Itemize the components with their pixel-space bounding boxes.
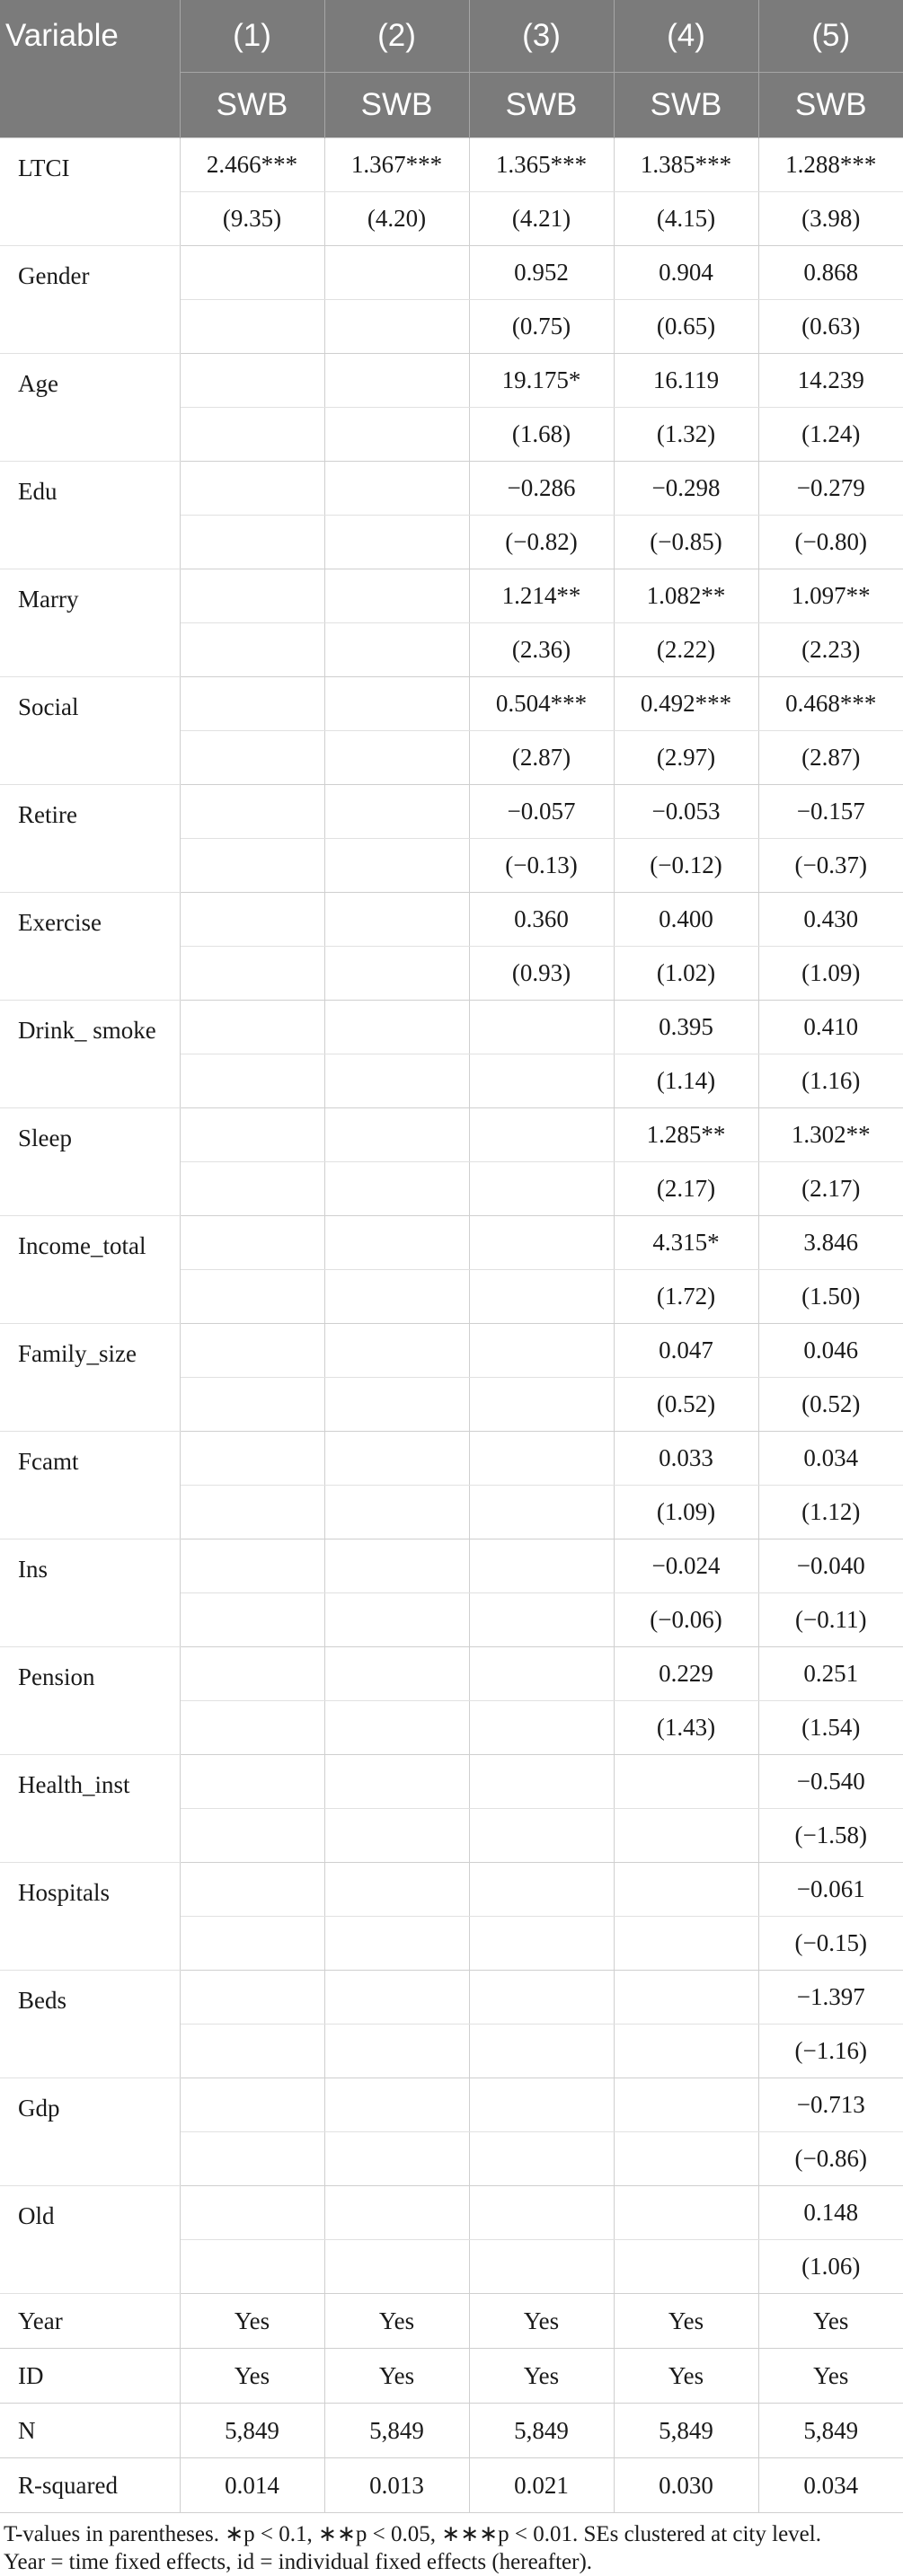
t-value-cell [469, 1486, 614, 1539]
table-row-coefficient [0, 2078, 903, 2132]
t-value-cell [324, 2240, 469, 2294]
t-value-cell: (−0.80) [758, 516, 903, 569]
t-value-cell [180, 731, 324, 785]
summary-label: ID [0, 2349, 180, 2404]
dependent-variable-header: SWB [324, 73, 469, 138]
coefficient-cell: 0.229 [614, 1647, 758, 1701]
coefficient-cell: 0.395 [614, 1001, 758, 1054]
table-row-summary [0, 2294, 903, 2349]
coefficient-cell: 1.302** [758, 1108, 903, 1162]
table-row-summary [0, 2349, 903, 2404]
t-value-cell [469, 1701, 614, 1755]
table-row-coefficient [0, 138, 903, 192]
t-value-cell [180, 2025, 324, 2078]
t-value-cell [324, 839, 469, 893]
coefficient-cell: 0.360 [469, 893, 614, 947]
summary-value-cell: Yes [469, 2349, 614, 2404]
t-value-cell: (−0.06) [614, 1593, 758, 1647]
coefficient-cell [180, 893, 324, 947]
t-value-cell: (−1.16) [758, 2025, 903, 2078]
summary-value-cell: Yes [180, 2294, 324, 2349]
t-value-cell: (3.98) [758, 192, 903, 246]
t-value-cell: (−0.15) [758, 1917, 903, 1971]
t-value-cell: (1.50) [758, 1270, 903, 1324]
dependent-variable-header: SWB [469, 73, 614, 138]
coefficient-cell: 16.119 [614, 354, 758, 408]
t-value-cell [614, 1809, 758, 1863]
variable-header: Variable [0, 0, 180, 73]
t-value-cell [324, 947, 469, 1001]
coefficient-cell [180, 1863, 324, 1917]
coefficient-cell [180, 2186, 324, 2240]
coefficient-cell [180, 2078, 324, 2132]
coefficient-cell: 14.239 [758, 354, 903, 408]
column-header: (1) [180, 0, 324, 73]
table-header [0, 0, 903, 138]
t-value-cell [324, 1270, 469, 1324]
coefficient-cell [469, 1001, 614, 1054]
t-value-cell [180, 839, 324, 893]
coefficient-cell: −0.061 [758, 1863, 903, 1917]
t-value-cell [324, 1593, 469, 1647]
t-value-cell: (4.21) [469, 192, 614, 246]
t-value-cell [180, 1809, 324, 1863]
coefficient-cell [180, 569, 324, 623]
coefficient-cell [614, 2186, 758, 2240]
coefficient-cell [614, 1971, 758, 2025]
coefficient-cell: −0.279 [758, 462, 903, 516]
coefficient-cell: −0.540 [758, 1755, 903, 1809]
t-value-cell: (0.93) [469, 947, 614, 1001]
coefficient-cell [180, 1108, 324, 1162]
coefficient-cell [324, 1432, 469, 1486]
t-value-cell [180, 947, 324, 1001]
coefficient-cell: 0.410 [758, 1001, 903, 1054]
dependent-variable-header: SWB [758, 73, 903, 138]
t-value-cell: (1.72) [614, 1270, 758, 1324]
coefficient-cell [180, 1324, 324, 1378]
row-variable-label: Marry [0, 569, 180, 677]
summary-value-cell: Yes [758, 2349, 903, 2404]
coefficient-cell: 2.466*** [180, 138, 324, 192]
t-value-cell: (0.65) [614, 300, 758, 354]
coefficient-cell: 1.288*** [758, 138, 903, 192]
t-value-cell: (−0.13) [469, 839, 614, 893]
row-variable-label: Edu [0, 462, 180, 569]
row-variable-label: Exercise [0, 893, 180, 1001]
t-value-cell [324, 2132, 469, 2186]
row-variable-label: Drink_ smoke [0, 1001, 180, 1108]
table-notes [0, 2513, 903, 2576]
coefficient-cell [469, 1108, 614, 1162]
coefficient-cell: 0.868 [758, 246, 903, 300]
t-value-cell: (1.02) [614, 947, 758, 1001]
coefficient-cell [180, 246, 324, 300]
coefficient-cell [469, 1971, 614, 2025]
table-row-coefficient [0, 1108, 903, 1162]
coefficient-cell [614, 1755, 758, 1809]
t-value-cell: (4.15) [614, 192, 758, 246]
dependent-variable-header: SWB [180, 73, 324, 138]
coefficient-cell [324, 1539, 469, 1593]
header-row-columns [0, 0, 903, 73]
table-row-coefficient [0, 893, 903, 947]
summary-value-cell: Yes [180, 2349, 324, 2404]
coefficient-cell [180, 354, 324, 408]
summary-value-cell: Yes [324, 2349, 469, 2404]
coefficient-cell [180, 1647, 324, 1701]
t-value-cell: (1.54) [758, 1701, 903, 1755]
summary-value-cell: 5,849 [614, 2404, 758, 2458]
coefficient-cell: 4.315* [614, 1216, 758, 1270]
t-value-cell [469, 1917, 614, 1971]
t-value-cell: (4.20) [324, 192, 469, 246]
row-variable-label: Gdp [0, 2078, 180, 2186]
t-value-cell [180, 300, 324, 354]
coefficient-cell [324, 1108, 469, 1162]
table-row-coefficient [0, 1539, 903, 1593]
summary-value-cell: 5,849 [324, 2404, 469, 2458]
t-value-cell: (−0.11) [758, 1593, 903, 1647]
coefficient-cell [180, 1539, 324, 1593]
coefficient-cell: −0.286 [469, 462, 614, 516]
t-value-cell [469, 1593, 614, 1647]
table-row-coefficient [0, 462, 903, 516]
row-variable-label: Hospitals [0, 1863, 180, 1971]
coefficient-cell: 0.034 [758, 1432, 903, 1486]
coefficient-cell: 0.430 [758, 893, 903, 947]
t-value-cell: (0.75) [469, 300, 614, 354]
table-row-coefficient [0, 1971, 903, 2025]
t-value-cell: (−1.58) [758, 1809, 903, 1863]
coefficient-cell: 1.385*** [614, 138, 758, 192]
t-value-cell [324, 1917, 469, 1971]
coefficient-cell: 0.033 [614, 1432, 758, 1486]
row-variable-label: Health_inst [0, 1755, 180, 1863]
t-value-cell [180, 408, 324, 462]
coefficient-cell [469, 1216, 614, 1270]
t-value-cell: (−0.82) [469, 516, 614, 569]
summary-value-cell: Yes [469, 2294, 614, 2349]
t-value-cell: (1.06) [758, 2240, 903, 2294]
table-row-coefficient [0, 1863, 903, 1917]
table-row-coefficient [0, 1755, 903, 1809]
t-value-cell: (1.09) [614, 1486, 758, 1539]
t-value-cell [614, 2132, 758, 2186]
row-variable-label: Family_size [0, 1324, 180, 1432]
row-variable-label: Income_total [0, 1216, 180, 1324]
row-variable-label: Retire [0, 785, 180, 893]
coefficient-cell [324, 893, 469, 947]
table-row-coefficient [0, 1216, 903, 1270]
t-value-cell: (0.63) [758, 300, 903, 354]
table-body [0, 138, 903, 2513]
t-value-cell [324, 300, 469, 354]
t-value-cell [469, 1809, 614, 1863]
coefficient-cell [469, 1755, 614, 1809]
row-variable-label: Beds [0, 1971, 180, 2078]
t-value-cell [324, 1486, 469, 1539]
coefficient-cell: −0.713 [758, 2078, 903, 2132]
coefficient-cell: −0.040 [758, 1539, 903, 1593]
t-value-cell: (−0.86) [758, 2132, 903, 2186]
summary-value-cell: 5,849 [758, 2404, 903, 2458]
t-value-cell [180, 1701, 324, 1755]
t-value-cell [469, 1270, 614, 1324]
row-variable-label: Social [0, 677, 180, 785]
coefficient-cell: −0.298 [614, 462, 758, 516]
row-variable-label: Age [0, 354, 180, 462]
t-value-cell [469, 2132, 614, 2186]
t-value-cell [180, 1054, 324, 1108]
table-row-coefficient [0, 1647, 903, 1701]
t-value-cell: (2.17) [758, 1162, 903, 1216]
summary-value-cell: 0.014 [180, 2458, 324, 2513]
t-value-cell: (−0.37) [758, 839, 903, 893]
t-value-cell [324, 1162, 469, 1216]
coefficient-cell: 1.082** [614, 569, 758, 623]
coefficient-cell [469, 1432, 614, 1486]
t-value-cell: (0.52) [758, 1378, 903, 1432]
t-value-cell [324, 1701, 469, 1755]
t-value-cell [324, 1809, 469, 1863]
table-row-coefficient [0, 785, 903, 839]
t-value-cell [469, 1378, 614, 1432]
t-value-cell: (2.87) [758, 731, 903, 785]
coefficient-cell [324, 1863, 469, 1917]
table-row-coefficient [0, 569, 903, 623]
coefficient-cell [180, 1001, 324, 1054]
summary-value-cell: 0.034 [758, 2458, 903, 2513]
table-row-coefficient [0, 246, 903, 300]
coefficient-cell [324, 569, 469, 623]
coefficient-cell: −0.024 [614, 1539, 758, 1593]
t-value-cell: (1.43) [614, 1701, 758, 1755]
coefficient-cell [469, 1647, 614, 1701]
coefficient-cell [324, 246, 469, 300]
coefficient-cell [614, 2078, 758, 2132]
summary-value-cell: Yes [614, 2349, 758, 2404]
t-value-cell [180, 1162, 324, 1216]
coefficient-cell [180, 1971, 324, 2025]
t-value-cell [324, 1378, 469, 1432]
t-value-cell [180, 516, 324, 569]
coefficient-cell [324, 1647, 469, 1701]
summary-value-cell: 0.021 [469, 2458, 614, 2513]
coefficient-cell: 0.492*** [614, 677, 758, 731]
summary-label: N [0, 2404, 180, 2458]
column-header: (2) [324, 0, 469, 73]
coefficient-cell [324, 2186, 469, 2240]
column-header: (3) [469, 0, 614, 73]
t-value-cell [324, 408, 469, 462]
summary-value-cell: Yes [758, 2294, 903, 2349]
t-value-cell [324, 1054, 469, 1108]
coefficient-cell: 0.148 [758, 2186, 903, 2240]
t-value-cell: (1.09) [758, 947, 903, 1001]
coefficient-cell [324, 462, 469, 516]
coefficient-cell: −1.397 [758, 1971, 903, 2025]
t-value-cell [180, 2132, 324, 2186]
coefficient-cell: −0.157 [758, 785, 903, 839]
t-value-cell [180, 1917, 324, 1971]
table-row-summary [0, 2458, 903, 2513]
t-value-cell: (−0.85) [614, 516, 758, 569]
coefficient-cell: 0.468*** [758, 677, 903, 731]
coefficient-cell: 1.367*** [324, 138, 469, 192]
coefficient-cell: 0.952 [469, 246, 614, 300]
coefficient-cell: 1.285** [614, 1108, 758, 1162]
coefficient-cell [324, 354, 469, 408]
t-value-cell [324, 2025, 469, 2078]
table-row-coefficient [0, 2186, 903, 2240]
t-value-cell: (2.23) [758, 623, 903, 677]
coefficient-cell [614, 1863, 758, 1917]
coefficient-cell [180, 1432, 324, 1486]
row-variable-label: Sleep [0, 1108, 180, 1216]
t-value-cell [180, 1486, 324, 1539]
t-value-cell: (2.97) [614, 731, 758, 785]
coefficient-cell: 3.846 [758, 1216, 903, 1270]
summary-label: R-squared [0, 2458, 180, 2513]
summary-value-cell: 0.030 [614, 2458, 758, 2513]
coefficient-cell [324, 785, 469, 839]
coefficient-cell: 19.175* [469, 354, 614, 408]
coefficient-cell: 0.504*** [469, 677, 614, 731]
summary-value-cell: 5,849 [469, 2404, 614, 2458]
row-variable-label: LTCI [0, 138, 180, 246]
coefficient-cell [180, 677, 324, 731]
row-variable-label: Pension [0, 1647, 180, 1755]
coefficient-cell [469, 1863, 614, 1917]
table-note-fixed-effects: Year = time fixed effects, id = individual fixed effects (hereafter). [4, 2550, 593, 2574]
t-value-cell [469, 1054, 614, 1108]
coefficient-cell [180, 1755, 324, 1809]
coefficient-cell [469, 1324, 614, 1378]
t-value-cell: (1.16) [758, 1054, 903, 1108]
coefficient-cell [324, 2078, 469, 2132]
coefficient-cell: 0.047 [614, 1324, 758, 1378]
row-variable-label: Ins [0, 1539, 180, 1647]
coefficient-cell [180, 785, 324, 839]
t-value-cell: (1.12) [758, 1486, 903, 1539]
table-row-coefficient [0, 1001, 903, 1054]
table-row-summary [0, 2404, 903, 2458]
coefficient-cell [469, 1539, 614, 1593]
t-value-cell [614, 1917, 758, 1971]
summary-value-cell: 0.013 [324, 2458, 469, 2513]
coefficient-cell: 0.046 [758, 1324, 903, 1378]
t-value-cell: (1.68) [469, 408, 614, 462]
t-value-cell: (2.17) [614, 1162, 758, 1216]
coefficient-cell [469, 2186, 614, 2240]
t-value-cell: (2.87) [469, 731, 614, 785]
t-value-cell [180, 623, 324, 677]
t-value-cell: (2.36) [469, 623, 614, 677]
coefficient-cell [324, 1324, 469, 1378]
summary-value-cell: Yes [324, 2294, 469, 2349]
coefficient-cell: −0.057 [469, 785, 614, 839]
t-value-cell: (0.52) [614, 1378, 758, 1432]
coefficient-cell: 0.400 [614, 893, 758, 947]
coefficient-cell [324, 1001, 469, 1054]
coefficient-cell [324, 1971, 469, 2025]
coefficient-cell [180, 462, 324, 516]
coefficient-cell: 0.251 [758, 1647, 903, 1701]
coefficient-cell [324, 1216, 469, 1270]
t-value-cell: (1.14) [614, 1054, 758, 1108]
t-value-cell [324, 623, 469, 677]
header-row-depvar [0, 73, 903, 138]
coefficient-cell: 1.097** [758, 569, 903, 623]
column-header: (5) [758, 0, 903, 73]
t-value-cell [614, 2240, 758, 2294]
t-value-cell: (2.22) [614, 623, 758, 677]
t-value-cell [180, 1593, 324, 1647]
row-variable-label: Gender [0, 246, 180, 354]
t-value-cell [180, 1378, 324, 1432]
coefficient-cell: 0.904 [614, 246, 758, 300]
summary-label: Year [0, 2294, 180, 2349]
t-value-cell [324, 731, 469, 785]
t-value-cell [180, 2240, 324, 2294]
t-value-cell: (9.35) [180, 192, 324, 246]
row-variable-label: Old [0, 2186, 180, 2294]
column-header: (4) [614, 0, 758, 73]
coefficient-cell [469, 2078, 614, 2132]
t-value-cell [324, 516, 469, 569]
t-value-cell [614, 2025, 758, 2078]
row-variable-label: Fcamt [0, 1432, 180, 1539]
t-value-cell [180, 1270, 324, 1324]
t-value-cell [469, 1162, 614, 1216]
t-value-cell [469, 2025, 614, 2078]
coefficient-cell: −0.053 [614, 785, 758, 839]
coefficient-cell [324, 1755, 469, 1809]
table-row-coefficient [0, 677, 903, 731]
table-row-coefficient [0, 1324, 903, 1378]
t-value-cell: (−0.12) [614, 839, 758, 893]
dependent-variable-header: SWB [614, 73, 758, 138]
t-value-cell [469, 2240, 614, 2294]
summary-value-cell: 5,849 [180, 2404, 324, 2458]
coefficient-cell: 1.365*** [469, 138, 614, 192]
table-note-significance: T-values in parentheses. ∗p < 0.1, ∗∗p < 0.05, ∗∗∗p < 0.01. SEs clustered at city level. [4, 2522, 821, 2546]
coefficient-cell [180, 1216, 324, 1270]
header-blank-cell [0, 73, 180, 138]
coefficient-cell [324, 677, 469, 731]
table-row-coefficient [0, 354, 903, 408]
table-row-coefficient [0, 1432, 903, 1486]
t-value-cell: (1.24) [758, 408, 903, 462]
t-value-cell: (1.32) [614, 408, 758, 462]
coefficient-cell: 1.214** [469, 569, 614, 623]
summary-value-cell: Yes [614, 2294, 758, 2349]
